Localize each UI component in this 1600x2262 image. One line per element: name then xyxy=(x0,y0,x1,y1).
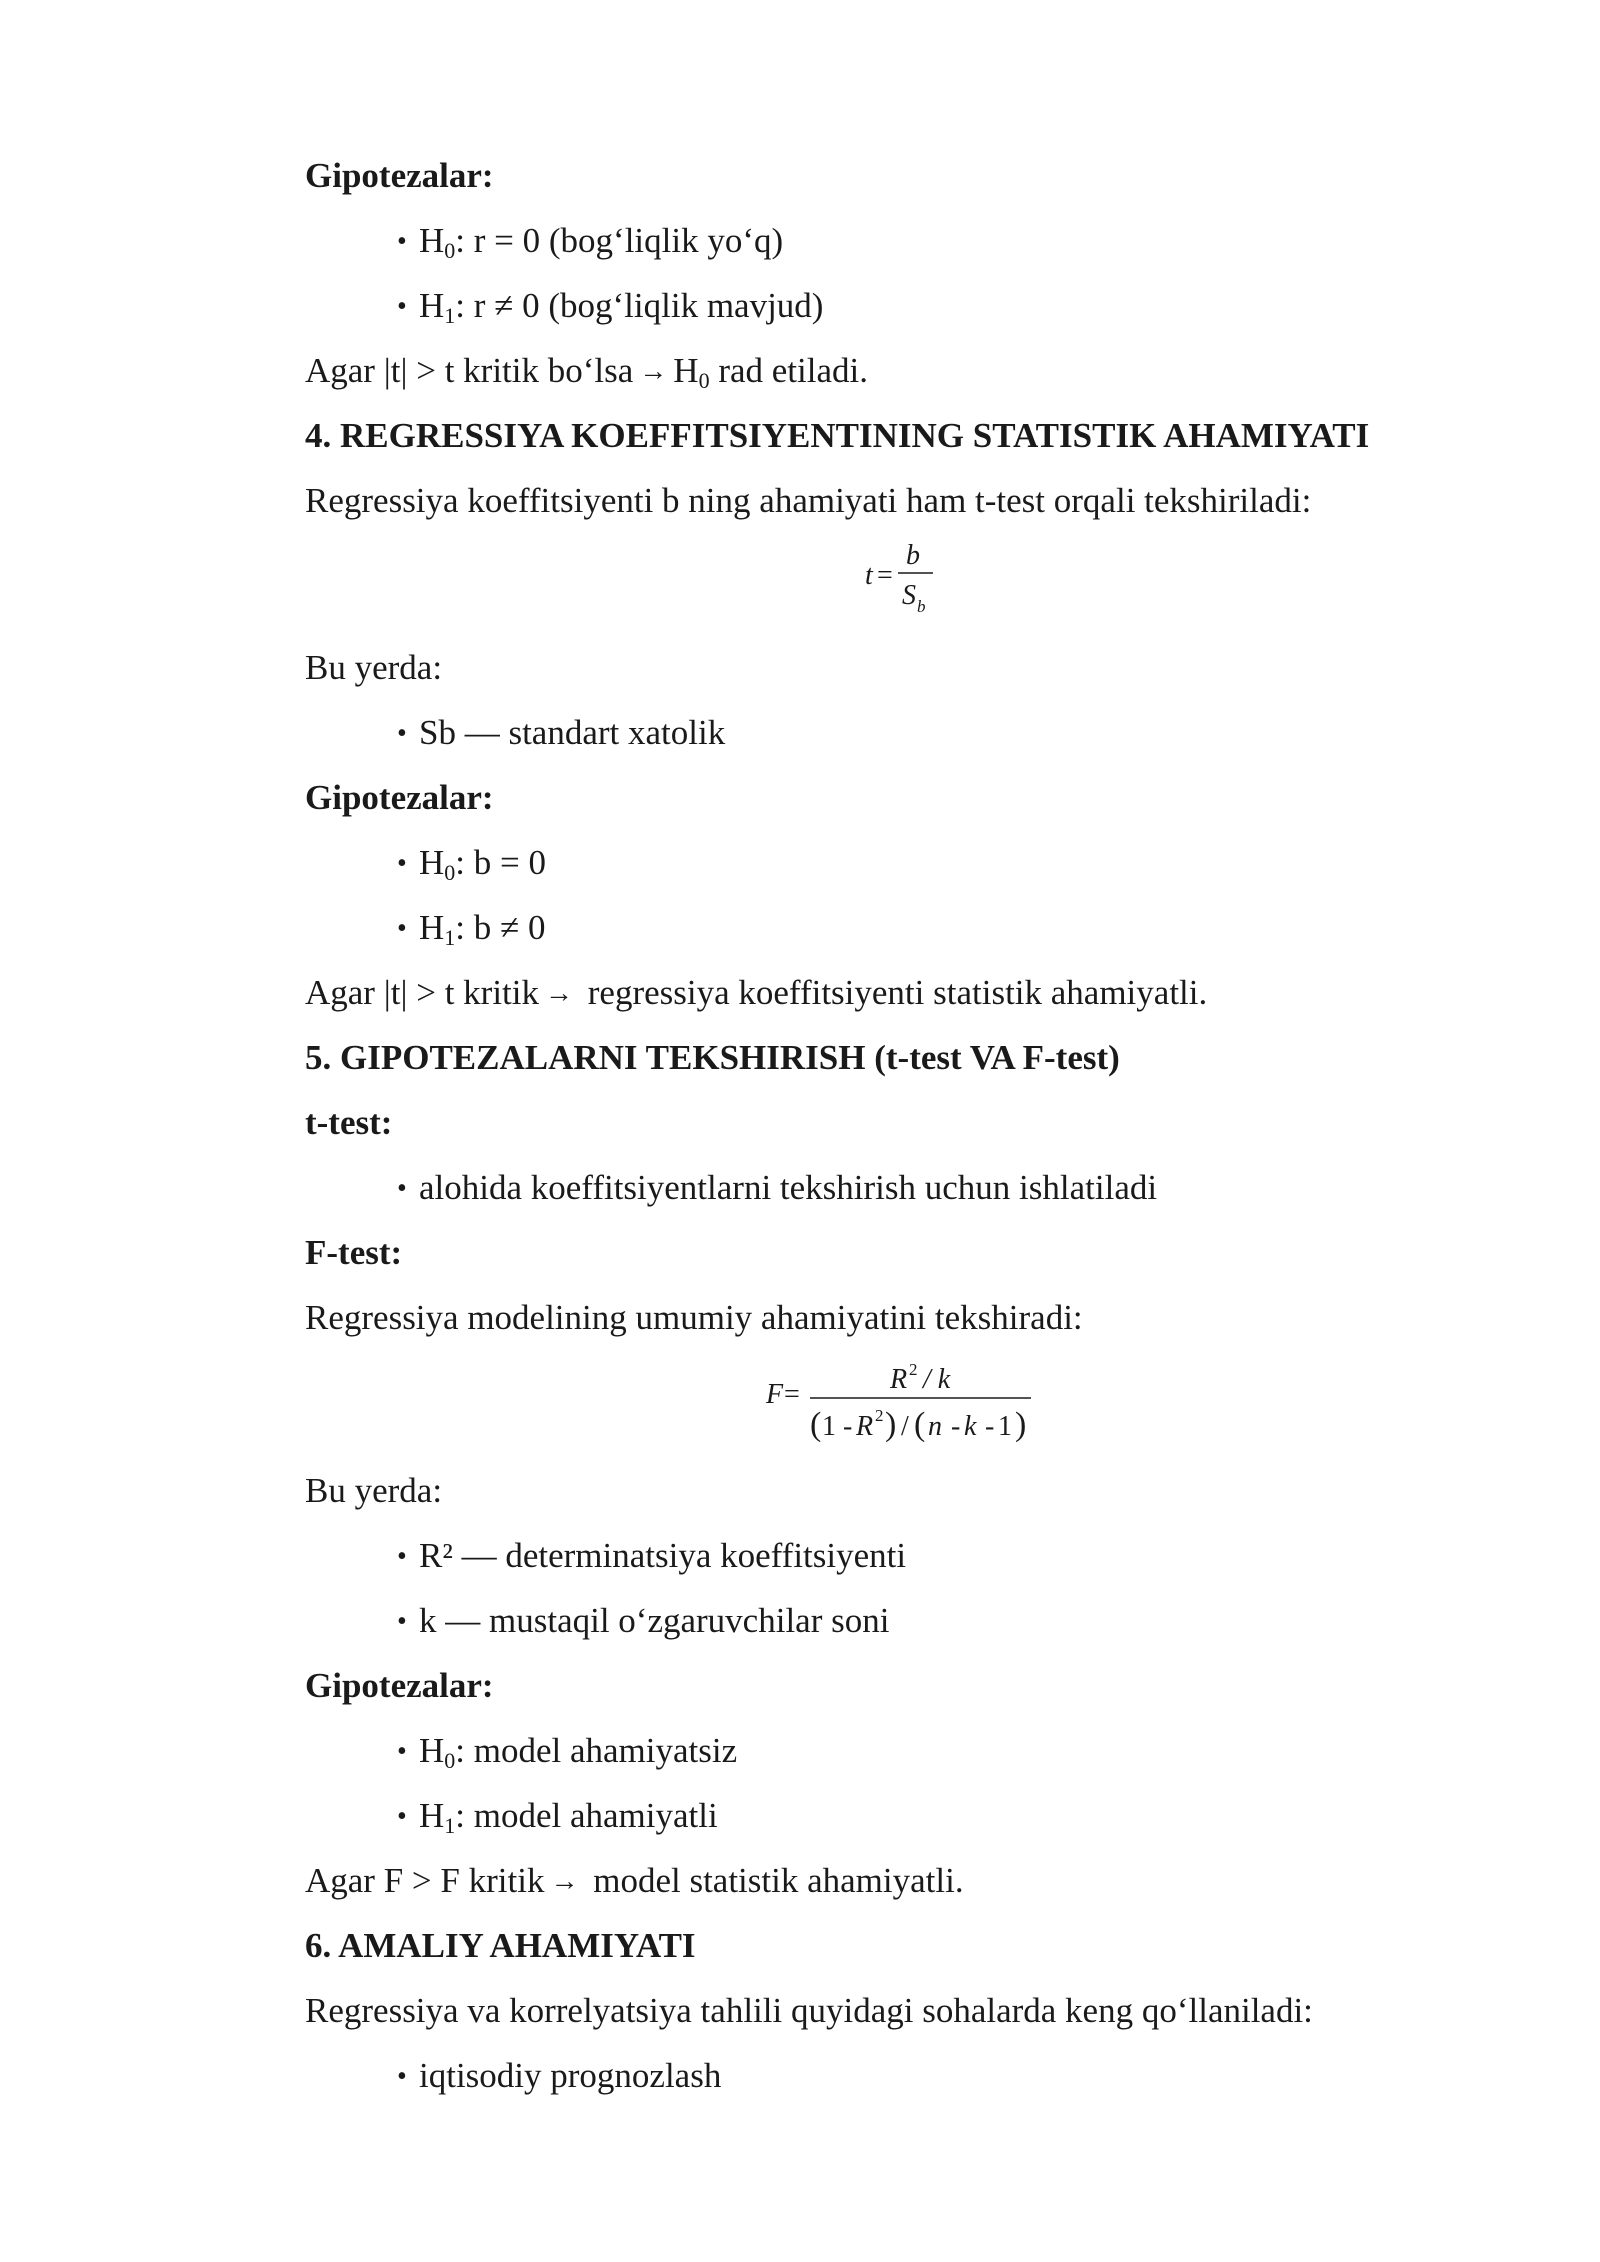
section-heading-4: 4. REGRESSIYA KOEFFITSIYENTINING STATISTIK AHAMIYATI xyxy=(305,416,1370,455)
den-paren-open: ( xyxy=(810,1406,822,1443)
den-minus-3: - xyxy=(978,1411,1002,1442)
formula-equals: = xyxy=(784,1379,800,1410)
paragraph-model-significance: Regressiya modelining umumiy ahamiyatini tekshiradi: xyxy=(305,1298,1083,1337)
bullet-item-h1-r xyxy=(305,278,1485,343)
den-n: n xyxy=(928,1411,942,1442)
paragraph-text: Agar |t| > t kritik xyxy=(305,973,539,1012)
numerator-sup: 2 xyxy=(909,1360,918,1379)
subscript: 0 xyxy=(698,368,710,393)
bullet-item-ttest xyxy=(305,1160,1485,1225)
den-slash: / xyxy=(894,1411,916,1442)
numerator-r: R xyxy=(890,1364,908,1395)
rule-paragraph-t xyxy=(305,343,1485,408)
t-test-heading: t-test: xyxy=(305,1103,393,1142)
formula-denominator-sub: b xyxy=(917,597,926,616)
right-arrow-icon: → xyxy=(639,356,668,387)
bullet-dot-icon: • xyxy=(397,848,407,879)
subscript: 1 xyxy=(444,303,456,328)
rule-paragraph-f xyxy=(305,1853,1485,1918)
document-page xyxy=(305,148,1485,2113)
paragraph-text: rad etiladi. xyxy=(709,351,868,390)
h-letter: H xyxy=(419,286,445,325)
formula-t-statistic xyxy=(305,538,1485,640)
bullet-text: : model ahamiyatli xyxy=(455,1796,718,1835)
den-r: R xyxy=(856,1411,874,1442)
subscript: 1 xyxy=(444,925,456,950)
bullet-item-k xyxy=(305,1593,1485,1658)
numerator-rest: / k xyxy=(916,1364,951,1395)
bullet-text: : r ≠ 0 (bog‘liqlik mavjud) xyxy=(455,286,824,325)
formula-lhs: t xyxy=(865,560,873,591)
h-letter: H xyxy=(419,908,445,947)
paragraph-text: regressiya koeffitsiyenti statistik ahamiyatli. xyxy=(579,973,1208,1012)
right-arrow-icon: → xyxy=(545,978,573,1009)
bullet-dot-icon: • xyxy=(397,2061,407,2092)
paragraph-text: model statistik ahamiyatli. xyxy=(584,1861,964,1900)
bullet-dot-icon: • xyxy=(397,1606,407,1637)
bullet-item-h0-b xyxy=(305,835,1485,900)
den-one: 1 xyxy=(822,1411,836,1442)
paragraph-text: Agar |t| > t kritik bo‘lsa xyxy=(305,351,634,390)
section-heading-5: 5. GIPOTEZALARNI TEKSHIRISH (t-test VA F-test) xyxy=(305,1038,1120,1077)
bullet-item-r2 xyxy=(305,1528,1485,1593)
bullet-text: R² — determinatsiya koeffitsiyenti xyxy=(419,1536,907,1575)
bullet-item-h0-model xyxy=(305,1723,1485,1788)
bullet-dot-icon: • xyxy=(397,1173,407,1204)
bullet-dot-icon: • xyxy=(397,913,407,944)
formula-lhs: F xyxy=(766,1379,784,1410)
bullet-item-h0-r xyxy=(305,213,1485,278)
bullet-dot-icon: • xyxy=(397,1801,407,1832)
subscript: 1 xyxy=(444,1813,456,1838)
den-minus-2: - xyxy=(944,1411,968,1442)
bullet-item-h1-model xyxy=(305,1788,1485,1853)
bullet-text: : b ≠ 0 xyxy=(455,908,546,947)
bullet-dot-icon: • xyxy=(397,291,407,322)
bullet-text: : model ahamiyatsiz xyxy=(455,1731,738,1770)
den-paren-close-2: ) xyxy=(1015,1406,1027,1443)
hypotheses-heading: Gipotezalar: xyxy=(305,156,494,195)
bullet-item-sb xyxy=(305,705,1485,770)
bullet-dot-icon: • xyxy=(397,226,407,257)
right-arrow-icon: → xyxy=(550,1866,579,1897)
paragraph-applications: Regressiya va korrelyatsiya tahlili quyidagi sohalarda keng qo‘llaniladi: xyxy=(305,1991,1313,2030)
f-test-heading: F-test: xyxy=(305,1233,403,1272)
bullet-dot-icon: • xyxy=(397,718,407,749)
rule-paragraph-coef xyxy=(305,965,1485,1030)
where-label-2: Bu yerda: xyxy=(305,1471,443,1510)
h-letter: H xyxy=(419,1796,445,1835)
formula-numerator: b xyxy=(906,540,920,571)
den-k: k xyxy=(964,1411,977,1442)
subscript: 0 xyxy=(444,1748,456,1773)
formula-denominator: S xyxy=(902,580,916,611)
bullet-text: : b = 0 xyxy=(455,843,546,882)
subscript: 0 xyxy=(444,860,456,885)
bullet-text: k — mustaqil o‘zgaruvchilar soni xyxy=(419,1601,890,1640)
bullet-dot-icon: • xyxy=(397,1736,407,1767)
paragraph-regression-coef: Regressiya koeffitsiyenti b ning ahamiyati ham t-test orqali tekshiriladi: xyxy=(305,481,1312,520)
den-paren-close: ) xyxy=(885,1406,897,1443)
den-paren-open-2: ( xyxy=(914,1406,926,1443)
bullet-text: iqtisodiy prognozlash xyxy=(419,2056,722,2095)
den-one-2: 1 xyxy=(998,1411,1012,1442)
hypotheses-heading: Gipotezalar: xyxy=(305,1666,494,1705)
hypotheses-heading: Gipotezalar: xyxy=(305,778,494,817)
bullet-text: alohida koeffitsiyentlarni tekshirish uchun ishlatiladi xyxy=(419,1168,1158,1207)
h-letter: H xyxy=(419,1731,445,1770)
subscript: 0 xyxy=(444,238,456,263)
where-label-1: Bu yerda: xyxy=(305,648,443,687)
bullet-text: Sb — standart xatolik xyxy=(419,713,726,752)
bullet-item-h1-b xyxy=(305,900,1485,965)
paragraph-text: Agar F > F kritik xyxy=(305,1861,545,1900)
formula-equals: = xyxy=(877,560,893,591)
bullet-text: : r = 0 (bog‘liqlik yo‘q) xyxy=(455,221,784,260)
section-heading-6: 6. AMALIY AHAMIYATI xyxy=(305,1926,696,1965)
h-letter: H xyxy=(673,351,699,390)
h-letter: H xyxy=(419,221,445,260)
h-letter: H xyxy=(419,843,445,882)
formula-f-statistic xyxy=(305,1355,1485,1463)
bullet-item-forecast xyxy=(305,2048,1485,2113)
den-sup: 2 xyxy=(875,1406,884,1425)
bullet-dot-icon: • xyxy=(397,1541,407,1572)
den-minus: - xyxy=(836,1411,860,1442)
